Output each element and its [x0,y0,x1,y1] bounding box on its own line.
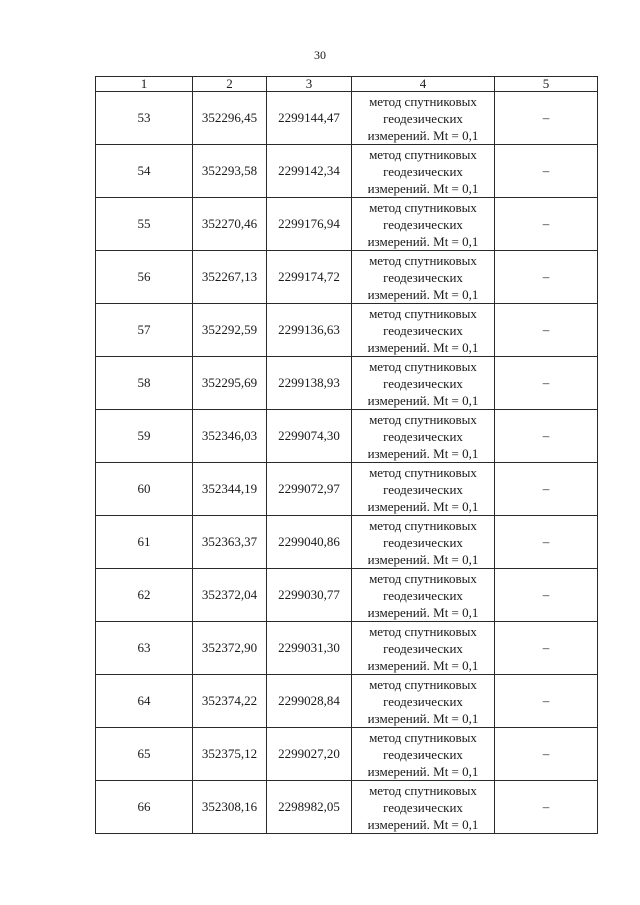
y-coordinate-cell: 2298982,05 [267,781,352,834]
y-coordinate-cell: 2299138,93 [267,357,352,410]
method-line: метод спутниковых [369,464,477,480]
note-cell: – [495,92,598,145]
method-line: геодезических [383,269,463,285]
x-coordinate-cell: 352270,46 [193,198,267,251]
method-line: метод спутниковых [369,358,477,374]
method-line: измерений. Mt = 0,1 [367,180,479,196]
method-cell [352,357,495,410]
table-row [96,728,598,781]
y-coordinate-cell: 2299174,72 [267,251,352,304]
method-line: метод спутниковых [369,199,477,215]
method-cell [352,622,495,675]
method-cell [352,198,495,251]
x-coordinate-cell: 352374,22 [193,675,267,728]
method-line: геодезических [383,534,463,550]
point-number-cell: 58 [96,357,193,410]
x-coordinate-cell: 352372,90 [193,622,267,675]
method-cell [352,145,495,198]
method-line: измерений. Mt = 0,1 [367,657,479,673]
y-coordinate-cell: 2299074,30 [267,410,352,463]
y-coordinate-cell: 2299031,30 [267,622,352,675]
x-coordinate-cell: 352296,45 [193,92,267,145]
column-header-1: 1 [96,77,193,92]
method-line: метод спутниковых [369,517,477,533]
method-line: геодезических [383,481,463,497]
note-cell: – [495,781,598,834]
method-line: метод спутниковых [369,623,477,639]
x-coordinate-cell: 352308,16 [193,781,267,834]
method-cell [352,516,495,569]
table-row [96,410,598,463]
x-coordinate-cell: 352267,13 [193,251,267,304]
table-row [96,675,598,728]
method-cell [352,675,495,728]
method-line: метод спутниковых [369,146,477,162]
method-cell [352,728,495,781]
method-line: измерений. Mt = 0,1 [367,710,479,726]
method-line: геодезических [383,163,463,179]
x-coordinate-cell: 352295,69 [193,357,267,410]
table-body [96,92,598,834]
x-coordinate-cell: 352292,59 [193,304,267,357]
point-number-cell: 53 [96,92,193,145]
method-cell [352,92,495,145]
method-line: измерений. Mt = 0,1 [367,445,479,461]
method-line: геодезических [383,746,463,762]
method-line: метод спутниковых [369,570,477,586]
method-cell [352,410,495,463]
table-row [96,463,598,516]
point-number-cell: 59 [96,410,193,463]
point-number-cell: 66 [96,781,193,834]
table-row [96,622,598,675]
point-number-cell: 60 [96,463,193,516]
method-line: измерений. Mt = 0,1 [367,498,479,514]
method-line: измерений. Mt = 0,1 [367,392,479,408]
method-line: измерений. Mt = 0,1 [367,763,479,779]
method-line: геодезических [383,693,463,709]
point-number-cell: 55 [96,198,193,251]
method-line: метод спутниковых [369,676,477,692]
method-cell [352,781,495,834]
method-cell [352,569,495,622]
point-number-cell: 65 [96,728,193,781]
note-cell: – [495,463,598,516]
point-number-cell: 61 [96,516,193,569]
table-row [96,569,598,622]
method-line: метод спутниковых [369,305,477,321]
note-cell: – [495,675,598,728]
point-number-cell: 63 [96,622,193,675]
method-line: геодезических [383,587,463,603]
method-line: метод спутниковых [369,782,477,798]
point-number-cell: 57 [96,304,193,357]
method-line: измерений. Mt = 0,1 [367,816,479,832]
x-coordinate-cell: 352372,04 [193,569,267,622]
note-cell: – [495,410,598,463]
column-header-2: 2 [193,77,267,92]
y-coordinate-cell: 2299027,20 [267,728,352,781]
y-coordinate-cell: 2299176,94 [267,198,352,251]
table-row [96,781,598,834]
method-cell [352,463,495,516]
note-cell: – [495,728,598,781]
method-cell [352,304,495,357]
note-cell: – [495,357,598,410]
table-row [96,304,598,357]
point-number-cell: 62 [96,569,193,622]
table-row [96,145,598,198]
page-number: 30 [314,48,326,62]
y-coordinate-cell: 2299028,84 [267,675,352,728]
method-line: метод спутниковых [369,252,477,268]
y-coordinate-cell: 2299136,63 [267,304,352,357]
method-line: геодезических [383,375,463,391]
note-cell: – [495,145,598,198]
method-line: измерений. Mt = 0,1 [367,551,479,567]
y-coordinate-cell: 2299144,47 [267,92,352,145]
y-coordinate-cell: 2299040,86 [267,516,352,569]
x-coordinate-cell: 352375,12 [193,728,267,781]
method-line: измерений. Mt = 0,1 [367,604,479,620]
note-cell: – [495,251,598,304]
method-line: геодезических [383,640,463,656]
point-number-cell: 56 [96,251,193,304]
table-row [96,198,598,251]
method-line: метод спутниковых [369,729,477,745]
method-line: геодезических [383,428,463,444]
method-line: геодезических [383,110,463,126]
method-line: метод спутниковых [369,411,477,427]
coordinates-table [95,76,598,834]
point-number-cell: 54 [96,145,193,198]
table-row [96,92,598,145]
method-line: метод спутниковых [369,93,477,109]
column-header-5: 5 [495,77,598,92]
x-coordinate-cell: 352344,19 [193,463,267,516]
note-cell: – [495,198,598,251]
point-number-cell: 64 [96,675,193,728]
note-cell: – [495,569,598,622]
note-cell: – [495,304,598,357]
method-line: измерений. Mt = 0,1 [367,286,479,302]
x-coordinate-cell: 352346,03 [193,410,267,463]
method-line: измерений. Mt = 0,1 [367,127,479,143]
method-line: геодезических [383,216,463,232]
column-header-3: 3 [267,77,352,92]
table-header-row [96,77,598,92]
x-coordinate-cell: 352363,37 [193,516,267,569]
method-cell [352,251,495,304]
method-line: геодезических [383,799,463,815]
column-header-4: 4 [352,77,495,92]
method-line: геодезических [383,322,463,338]
table-row [96,516,598,569]
table-row [96,251,598,304]
table-row [96,357,598,410]
note-cell: – [495,516,598,569]
method-line: измерений. Mt = 0,1 [367,233,479,249]
x-coordinate-cell: 352293,58 [193,145,267,198]
y-coordinate-cell: 2299030,77 [267,569,352,622]
note-cell: – [495,622,598,675]
method-line: измерений. Mt = 0,1 [367,339,479,355]
y-coordinate-cell: 2299142,34 [267,145,352,198]
y-coordinate-cell: 2299072,97 [267,463,352,516]
